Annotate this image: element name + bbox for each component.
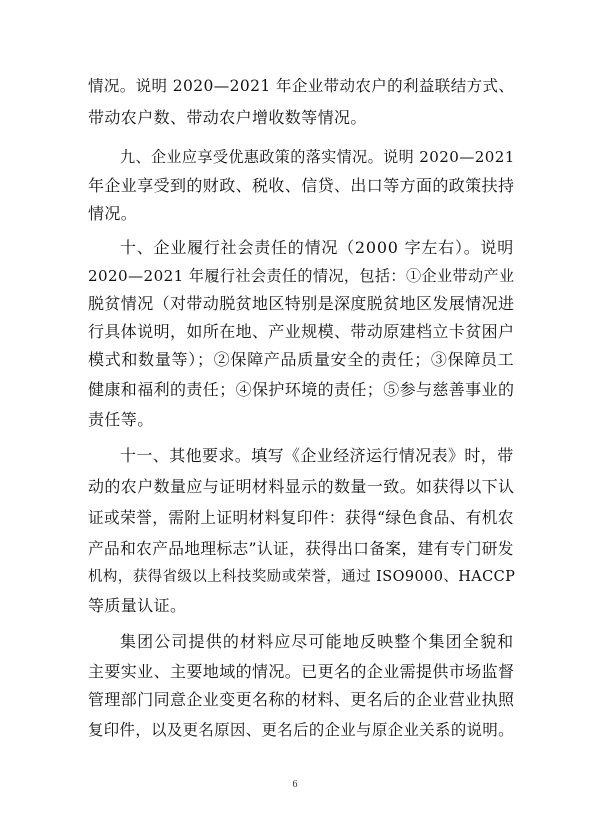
text-line: 机构，获得省级以上科技奖励或荣誉，通过 ISO9000、HACCP [88, 569, 516, 585]
text-line: 产品和农产品地理标志”认证，获得出口备案，建有专门研发 [88, 539, 514, 558]
page-number: 6 [292, 779, 298, 790]
text-line: 动的农户数量应与证明材料显示的数量一致。如获得以下认 [88, 477, 515, 496]
text-line: 情况。说明 2020—2021 年企业带动农户的利益联结方式、 [88, 77, 515, 95]
text-line: 模式和数量等）；②保障产品质量安全的责任；③保障员工 [88, 350, 515, 369]
text-line: 复印件，以及更名原因、更名后的企业与原企业关系的说明。 [88, 721, 514, 739]
text-line: 脱贫情况（对带动脱贫地区特别是深度脱贫地区发展情况进 [88, 294, 515, 313]
text-line: 集团公司提供的材料应尽可能地反映整个集团全貌和 [120, 632, 515, 651]
text-line: 十一、其他要求。填写《企业经济运行情况表》时，带 [120, 446, 514, 465]
text-line: 情况。 [88, 204, 138, 223]
text-line: 健康和福利的责任；④保护环境的责任；⑤参与慈善事业的 [88, 380, 515, 399]
text-line: 十、企业履行社会责任的情况（2000 字左右）。说明 [120, 238, 515, 257]
text-line: 2020—2021 年履行社会责任的情况，包括：①企业带动产业 [88, 267, 515, 285]
text-line: 主要实业、主要地域的情况。已更名的企业需提供市场监督 [88, 662, 515, 681]
text-line: 责任等。 [88, 410, 154, 429]
text-line: 管理部门同意企业变更名称的材料、更名后的企业营业执照 [88, 690, 515, 709]
text-line: 带动农户数、带动农户增收数等情况。 [88, 108, 367, 127]
text-line: 九、企业应享受优惠政策的落实情况。说明 2020—2021 [120, 148, 515, 166]
text-line: 年企业享受到的财政、税收、信贷、出口等方面的政策扶持 [88, 176, 515, 195]
text-line: 证或荣誉，需附上证明材料复印件：获得“绿色食品、有机农 [88, 508, 514, 527]
text-line: 等质量认证。 [88, 596, 187, 615]
text-line: 行具体说明，如所在地、产业规模、带动原建档立卡贫困户 [88, 322, 515, 341]
